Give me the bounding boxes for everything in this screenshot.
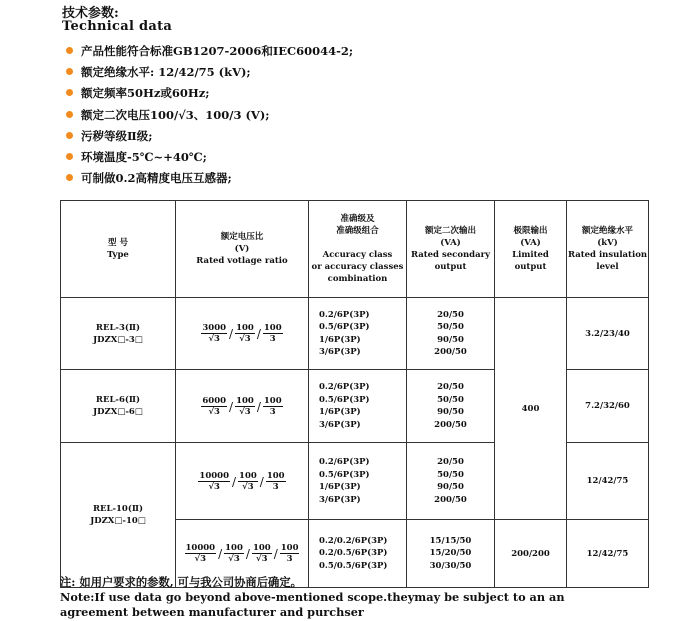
bullet-item: 环境温度-5℃~+40℃; (66, 147, 353, 168)
header-accuracy: 准确级及 准确级组合 Accuracy class or accuracy classes combination (309, 201, 407, 298)
bullet-item: 可制做0.2高精度电压互感器; (66, 168, 353, 189)
limited-output-cell: 200/200 (495, 520, 567, 588)
bullet-item: 额定绝缘水平: 12/42/75 (kV); (66, 62, 353, 83)
header-insulation: 额定绝缘水平 (kV) Rated insulation level (567, 201, 649, 298)
secondary-output-cell: 20/50 50/50 90/50 200/50 (407, 370, 495, 443)
insulation-cell: 7.2/32/60 (567, 370, 649, 443)
header-secondary-output: 额定二次输出 (VA) Rated secondary output (407, 201, 495, 298)
section-title-en: Technical data (62, 19, 173, 34)
bullet-item: 额定频率50Hz或60Hz; (66, 83, 353, 104)
accuracy-cell: 0.2/0.2/6P(3P) 0.2/0.5/6P(3P) 0.5/0.5/6P(3P) (309, 520, 407, 588)
footnote (60, 575, 565, 620)
type-cell: REL-3(Ⅱ) JDZX□-3□ (61, 298, 176, 370)
footnote-en-line1: Note:If use data go beyond above-mentioned scope.theymay be subject to an an (60, 590, 565, 604)
ratio-cell: $\frac{10000}{√3}$ / $\frac{100}{√3}$ / $\frac{100}{3}$ (176, 443, 309, 520)
spec-bullet-list (66, 41, 353, 189)
bullet-item: 产品性能符合标准GB1207-2006和IEC60044-2; (66, 41, 353, 62)
limited-output-cell: 400 (495, 298, 567, 520)
insulation-cell: 3.2/23/40 (567, 298, 649, 370)
insulation-cell: 12/42/75 (567, 443, 649, 520)
secondary-output-cell: 20/50 50/50 90/50 200/50 (407, 298, 495, 370)
bullet-dot-icon (66, 68, 73, 75)
spec-table (60, 200, 649, 588)
table-header-row (61, 201, 649, 298)
secondary-output-cell: 20/50 50/50 90/50 200/50 (407, 443, 495, 520)
header-type: 型 号 Type (61, 201, 176, 298)
footnote-en-line2: agreement between manufacturer and purchser (60, 605, 364, 619)
ratio-cell: $\frac{6000}{√3}$ / $\frac{100}{√3}$ / $\frac{100}{3}$ (176, 370, 309, 443)
accuracy-cell: 0.2/6P(3P) 0.5/6P(3P) 1/6P(3P) 3/6P(3P) (309, 370, 407, 443)
bullet-dot-icon (66, 153, 73, 160)
footnote-cn: 注: 如用户要求的参数, 可与我公司协商后确定。 (60, 575, 302, 589)
bullet-dot-icon (66, 89, 73, 96)
bullet-item: 污秽等级Ⅱ级; (66, 126, 353, 147)
bullet-dot-icon (66, 174, 73, 181)
insulation-cell: 12/42/75 (567, 520, 649, 588)
section-title-cn: 技术参数: (62, 6, 119, 21)
secondary-output-cell: 15/15/50 15/20/50 30/30/50 (407, 520, 495, 588)
type-cell: REL-6(Ⅱ) JDZX□-6□ (61, 370, 176, 443)
bullet-dot-icon (66, 111, 73, 118)
bullet-dot-icon (66, 47, 73, 54)
ratio-cell: $\frac{10000}{√3}$ / $\frac{100}{√3}$ / $\frac{100}{√3}$ / $\frac{100}{3}$ (176, 520, 309, 588)
header-ratio: 额定电压比 (V) Rated votlage ratio (176, 201, 309, 298)
bullet-item: 额定二次电压100/√3、100/3 (V); (66, 105, 353, 126)
bullet-dot-icon (66, 132, 73, 139)
accuracy-cell: 0.2/6P(3P) 0.5/6P(3P) 1/6P(3P) 3/6P(3P) (309, 443, 407, 520)
accuracy-cell: 0.2/6P(3P) 0.5/6P(3P) 1/6P(3P) 3/6P(3P) (309, 298, 407, 370)
table-row (61, 298, 649, 370)
type-cell: REL-10(Ⅱ) JDZX□-10□ (61, 443, 176, 588)
header-limited-output: 极限输出 (VA) Limited output (495, 201, 567, 298)
ratio-cell: $\frac{3000}{√3}$ / $\frac{100}{√3}$ / $\frac{100}{3}$ (176, 298, 309, 370)
